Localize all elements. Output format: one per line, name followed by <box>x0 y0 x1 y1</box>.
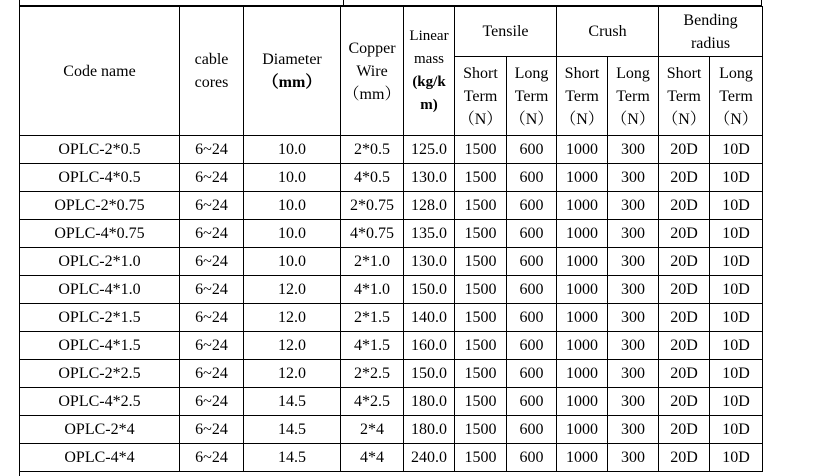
table-row <box>20 164 763 192</box>
cell-c-short: 1000 <box>557 248 608 276</box>
cell-mass: 180.0 <box>404 388 455 416</box>
cell-b-long: 10D <box>710 444 763 472</box>
cell-t-short: 1500 <box>455 276 507 304</box>
cell-wire: 2*0.5 <box>341 136 404 164</box>
cell-wire: 2*1.5 <box>341 304 404 332</box>
cell-code: OPLC-4*1.5 <box>20 332 180 360</box>
long-term-line1: Long <box>719 64 753 82</box>
header-copper-wire-line1: Copper <box>348 39 396 57</box>
cell-cores: 6~24 <box>180 136 244 164</box>
header-diameter-unit: （mm） <box>262 74 322 91</box>
cell-b-short: 20D <box>659 248 710 276</box>
header-crush-short-term <box>557 57 608 136</box>
cell-diameter: 14.5 <box>244 444 341 472</box>
cell-t-long: 600 <box>507 416 557 444</box>
cell-cores: 6~24 <box>180 220 244 248</box>
header-crush-label: Crush <box>588 23 627 40</box>
cell-b-long: 10D <box>710 360 763 388</box>
cell-cores: 6~24 <box>180 360 244 388</box>
cell-t-long: 600 <box>507 220 557 248</box>
cell-b-short: 20D <box>659 164 710 192</box>
header-diameter-line1: Diameter <box>262 51 322 68</box>
cell-mass: 180.0 <box>404 416 455 444</box>
table-row <box>20 332 763 360</box>
cell-b-short: 20D <box>659 136 710 164</box>
cell-wire: 2*4 <box>341 416 404 444</box>
cell-c-short: 1000 <box>557 164 608 192</box>
cell-code: OPLC-2*1.5 <box>20 304 180 332</box>
cell-diameter: 12.0 <box>244 332 341 360</box>
cell-c-short: 1000 <box>557 388 608 416</box>
cell-t-long: 600 <box>507 444 557 472</box>
cell-c-long: 300 <box>608 248 659 276</box>
long-term-line2: Term <box>719 87 753 105</box>
cell-t-long: 600 <box>507 248 557 276</box>
table-row <box>20 192 763 220</box>
cell-cores: 6~24 <box>180 444 244 472</box>
cell-code: OPLC-4*4 <box>20 444 180 472</box>
header-tensile-short-term <box>455 57 507 136</box>
cell-c-long: 300 <box>608 332 659 360</box>
header-copper-wire-line2: Wire <box>356 62 388 80</box>
cell-t-short: 1500 <box>455 192 507 220</box>
header-linear-mass-unit1: (kg/k <box>412 74 446 90</box>
header-bending-radius-line2: radius <box>690 34 731 52</box>
cell-c-long: 300 <box>608 388 659 416</box>
cell-t-long: 600 <box>507 164 557 192</box>
cell-t-short: 1500 <box>455 136 507 164</box>
cell-t-short: 1500 <box>455 360 507 388</box>
cell-diameter: 12.0 <box>244 276 341 304</box>
cell-cores: 6~24 <box>180 304 244 332</box>
header-linear-mass-unit2: m) <box>420 97 438 113</box>
cell-t-short: 1500 <box>455 164 507 192</box>
cell-code: OPLC-4*1.0 <box>20 276 180 304</box>
cell-t-short: 1500 <box>455 220 507 248</box>
text-cursor <box>19 465 20 476</box>
header-bending-short-term <box>659 57 710 136</box>
cell-t-short: 1500 <box>455 444 507 472</box>
cell-c-long: 300 <box>608 304 659 332</box>
cell-mass: 130.0 <box>404 248 455 276</box>
cell-mass: 125.0 <box>404 136 455 164</box>
cell-cores: 6~24 <box>180 248 244 276</box>
short-term-line1: Short <box>666 64 702 82</box>
cell-mass: 150.0 <box>404 276 455 304</box>
cell-diameter: 10.0 <box>244 220 341 248</box>
long-term-unit: （N） <box>714 110 758 128</box>
header-bending-radius <box>659 7 763 57</box>
cell-b-short: 20D <box>659 332 710 360</box>
cell-c-long: 300 <box>608 220 659 248</box>
cell-diameter: 10.0 <box>244 136 341 164</box>
table-row <box>20 360 763 388</box>
header-linear-mass-line2: mass <box>414 51 444 67</box>
cell-code: OPLC-2*2.5 <box>20 360 180 388</box>
header-linear-mass <box>404 7 455 136</box>
table-row <box>20 136 763 164</box>
cell-wire: 4*4 <box>341 444 404 472</box>
header-cable-cores <box>180 7 244 136</box>
cell-diameter: 10.0 <box>244 164 341 192</box>
cell-b-long: 10D <box>710 136 763 164</box>
cell-t-short: 1500 <box>455 388 507 416</box>
cell-b-long: 10D <box>710 304 763 332</box>
long-term-unit: （N） <box>611 110 655 128</box>
cell-diameter: 14.5 <box>244 388 341 416</box>
cell-t-long: 600 <box>507 276 557 304</box>
long-term-line1: Long <box>616 64 650 82</box>
table-row <box>20 416 763 444</box>
cell-code: OPLC-2*1.0 <box>20 248 180 276</box>
cell-b-short: 20D <box>659 276 710 304</box>
cell-c-short: 1000 <box>557 192 608 220</box>
cell-wire: 2*2.5 <box>341 360 404 388</box>
header-crush <box>557 7 659 57</box>
long-term-unit: （N） <box>509 110 554 128</box>
cell-wire: 2*1.0 <box>341 248 404 276</box>
cell-c-long: 300 <box>608 444 659 472</box>
short-term-line2: Term <box>463 87 498 105</box>
cell-b-long: 10D <box>710 192 763 220</box>
cell-b-short: 20D <box>659 360 710 388</box>
cell-code: OPLC-2*4 <box>20 416 180 444</box>
cell-b-long: 10D <box>710 164 763 192</box>
cell-t-long: 600 <box>507 304 557 332</box>
cell-c-short: 1000 <box>557 276 608 304</box>
cell-c-short: 1000 <box>557 304 608 332</box>
cell-mass: 128.0 <box>404 192 455 220</box>
cell-mass: 150.0 <box>404 360 455 388</box>
cell-cores: 6~24 <box>180 164 244 192</box>
header-cable-cores-line2: cores <box>194 74 229 91</box>
cell-code: OPLC-4*0.75 <box>20 220 180 248</box>
cell-wire: 4*1.5 <box>341 332 404 360</box>
cell-diameter: 12.0 <box>244 304 341 332</box>
cell-b-long: 10D <box>710 416 763 444</box>
cell-c-short: 1000 <box>557 416 608 444</box>
cell-code: OPLC-2*0.75 <box>20 192 180 220</box>
cell-mass: 130.0 <box>404 164 455 192</box>
cell-t-short: 1500 <box>455 416 507 444</box>
cell-b-long: 10D <box>710 220 763 248</box>
short-term-line2: Term <box>667 87 701 105</box>
cell-code: OPLC-4*0.5 <box>20 164 180 192</box>
short-term-line1: Short <box>463 64 498 82</box>
cell-wire: 4*0.75 <box>341 220 404 248</box>
cell-c-long: 300 <box>608 192 659 220</box>
cell-c-short: 1000 <box>557 220 608 248</box>
cell-diameter: 12.0 <box>244 360 341 388</box>
long-term-line2: Term <box>514 87 549 105</box>
header-crush-long-term <box>608 57 659 136</box>
cable-spec-table <box>19 6 763 472</box>
cell-wire: 4*0.5 <box>341 164 404 192</box>
cell-wire: 4*2.5 <box>341 388 404 416</box>
cell-b-short: 20D <box>659 416 710 444</box>
cell-b-short: 20D <box>659 388 710 416</box>
cell-c-long: 300 <box>608 276 659 304</box>
header-tensile-label: Tensile <box>482 23 529 40</box>
table-row <box>20 444 763 472</box>
header-diameter <box>244 7 341 136</box>
table-row <box>20 388 763 416</box>
header-code-name-label: Code name <box>63 62 136 80</box>
cell-mass: 135.0 <box>404 220 455 248</box>
cell-diameter: 14.5 <box>244 416 341 444</box>
cell-t-short: 1500 <box>455 332 507 360</box>
header-tensile-long-term <box>507 57 557 136</box>
cell-t-long: 600 <box>507 192 557 220</box>
cell-b-long: 10D <box>710 332 763 360</box>
cell-c-short: 1000 <box>557 444 608 472</box>
short-term-line1: Short <box>564 64 600 82</box>
header-linear-mass-line1: Linear <box>409 28 449 44</box>
cell-c-long: 300 <box>608 136 659 164</box>
cell-t-short: 1500 <box>455 304 507 332</box>
cell-cores: 6~24 <box>180 276 244 304</box>
cell-mass: 140.0 <box>404 304 455 332</box>
header-bending-long-term <box>710 57 763 136</box>
header-bending-radius-line1: Bending <box>683 11 738 29</box>
cell-c-short: 1000 <box>557 360 608 388</box>
cell-diameter: 10.0 <box>244 192 341 220</box>
long-term-line1: Long <box>514 64 549 82</box>
cell-mass: 160.0 <box>404 332 455 360</box>
cell-cores: 6~24 <box>180 192 244 220</box>
header-code-name <box>20 7 180 136</box>
table-row <box>20 248 763 276</box>
cell-wire: 2*0.75 <box>341 192 404 220</box>
cell-code: OPLC-4*2.5 <box>20 388 180 416</box>
short-term-unit: （N） <box>560 110 604 128</box>
cell-t-long: 600 <box>507 388 557 416</box>
cell-c-long: 300 <box>608 416 659 444</box>
cell-code: OPLC-2*0.5 <box>20 136 180 164</box>
cell-t-long: 600 <box>507 360 557 388</box>
cell-b-short: 20D <box>659 220 710 248</box>
cell-b-long: 10D <box>710 388 763 416</box>
table-row <box>20 304 763 332</box>
cell-wire: 4*1.0 <box>341 276 404 304</box>
cell-b-long: 10D <box>710 248 763 276</box>
table-row <box>20 276 763 304</box>
cell-b-short: 20D <box>659 192 710 220</box>
long-term-line2: Term <box>616 87 650 105</box>
cell-t-long: 600 <box>507 136 557 164</box>
cell-mass: 240.0 <box>404 444 455 472</box>
cell-t-long: 600 <box>507 332 557 360</box>
cell-c-long: 300 <box>608 164 659 192</box>
cell-cores: 6~24 <box>180 388 244 416</box>
header-copper-wire <box>341 7 404 136</box>
cell-b-short: 20D <box>659 444 710 472</box>
table-row <box>20 220 763 248</box>
cell-t-short: 1500 <box>455 248 507 276</box>
header-tensile <box>455 7 557 57</box>
table-header <box>20 7 763 136</box>
cell-b-long: 10D <box>710 276 763 304</box>
table-body <box>20 136 763 472</box>
cell-c-short: 1000 <box>557 332 608 360</box>
cell-diameter: 10.0 <box>244 248 341 276</box>
header-cable-cores-line1: cable <box>194 51 229 68</box>
short-term-unit: （N） <box>662 110 706 128</box>
cell-cores: 6~24 <box>180 416 244 444</box>
cell-c-short: 1000 <box>557 136 608 164</box>
short-term-line2: Term <box>565 87 599 105</box>
cell-cores: 6~24 <box>180 332 244 360</box>
cell-b-short: 20D <box>659 304 710 332</box>
cell-c-long: 300 <box>608 360 659 388</box>
header-copper-wire-unit: （mm） <box>343 85 401 103</box>
short-term-unit: （N） <box>458 110 503 128</box>
